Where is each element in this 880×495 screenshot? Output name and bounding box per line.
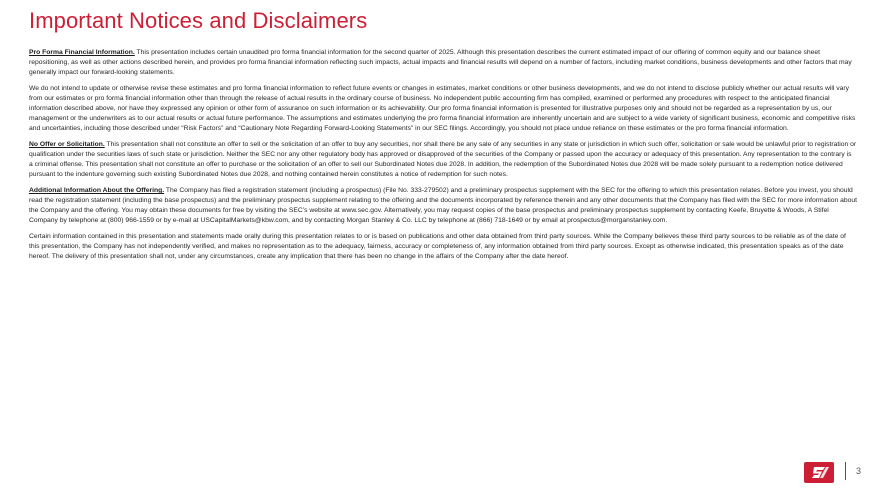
page-title: Important Notices and Disclaimers [29,8,368,33]
no-offer-paragraph [29,140,857,180]
estimates-paragraph [29,84,857,134]
no-offer-heading: No Offer or Solicitation. [29,141,105,148]
footer-divider [845,462,846,480]
estimates-text: We do not intend to update or otherwise revise these estimates and pro forma financial information to reflect future events or changes in estimates, market conditions or other business developments, and we do not intend to disclose publicly whether our actual results will vary from our estimates or pro forma financial information other than through the release of actual results in the ordinary course of business. No independent public accounting firm has compiled, examined or performed any procedures with respect to the anticipated financial information described above, nor have they expressed any opinion or other form of assurance on such information or its achievability. Our pro forma financial information is presented for illustrative purposes only and should not be regarded as a representation by us, our management or the underwriters as to our actual results or actual future performance. The assumptions and estimates underlying the pro forma financial information are inherently uncertain and are subject to a wide variety of significant business, economic and competitive risks and uncertainties, including those described under “Risk Factors” and “Cautionary Note Regarding Forward-Looking Statements” in our SEC filings. Accordingly, you should not place undue reliance on these estimates or the pro forma financial information. [29,85,856,132]
disclaimer-body [29,48,857,268]
no-offer-text: This presentation shall not constitute an offer to sell or the solicitation of an offer to buy any securities, nor shall there be any sale of any securities in any state or jurisdiction in which such offer, solicitation or sale would be unlawful prior to registration or qualification under the securities laws of such state or jurisdiction. Neither the SEC nor any other regulatory body has approved or disapproved of the securities of the Company or passed upon the accuracy or adequacy of this presentation. Any representation to the contrary is a criminal offense. This presentation shall not constitute an offer to purchase or the solicitation of an offer to sell our Subordinated Notes due 2028. In addition, the redemption of the Subordinated Notes due 2028 will be made solely pursuant to a redemption notice delivered pursuant to the indenture governing such existing Subordinated Notes due 2028, and nothing contained herein constitutes a notice of redemption for such notes. [29,141,857,178]
pro-forma-text: This presentation includes certain unaudited pro forma financial information for the second quarter of 2025. Although this presentation describes the current estimated impact of our offering of common equity and our balance sheet repositioning, as well as other actions described herein, and provides pro forma financial information reflecting such impacts, actual impacts and financial results will depend on a number of factors, including market conditions, business developments and other factors that may generally impact our forward-looking statements. [29,49,852,76]
company-logo-icon [804,462,834,483]
third-party-paragraph [29,232,857,262]
offering-info-text: The Company has filed a registration statement (including a prospectus) (File No. 333-279502) and a preliminary prospectus supplement with the SEC for the offering to which this presentation relates. Before you invest, you should read the registration statement (including the base prospectus) and the preliminary prospectus supplement relating to the offering and the documents incorporated by reference therein and any other documents that the Company has filed with the SEC for more information about the Company and the offering. You may obtain these documents for free by visiting the SEC’s website at www.sec.gov. Alternatively, you may request copies of the base prospectus and preliminary prospectus supplement by contacting Keefe, Bruyette & Woods, A Stifel Company by telephone at (800) 966-1559 or by e-mail at USCapitalMarkets@kbw.com, and by contacting Morgan Stanley & Co. LLC by telephone at (866) 718-1649 or by email at prospectus@morganstanley.com. [29,187,857,224]
offering-info-paragraph [29,186,857,226]
pro-forma-paragraph [29,48,857,78]
page-number: 3 [856,466,862,476]
pro-forma-heading: Pro Forma Financial Information. [29,49,135,56]
third-party-text: Certain information contained in this presentation and statements made orally during this presentation relates to or is based on publications and other data obtained from third party sources. While the Company believes these third party sources to be reliable as of the date of this presentation, the Company has not independently verified, and makes no representation as to the adequacy, fairness, accuracy or completeness of, any information obtained from third party sources. Except as otherwise indicated, this presentation speaks as of the date hereof. The delivery of this presentation shall not, under any circumstances, create any implication that there has been no change in the affairs of the Company after the date hereof. [29,233,846,260]
offering-info-heading: Additional Information About the Offering. [29,187,165,194]
